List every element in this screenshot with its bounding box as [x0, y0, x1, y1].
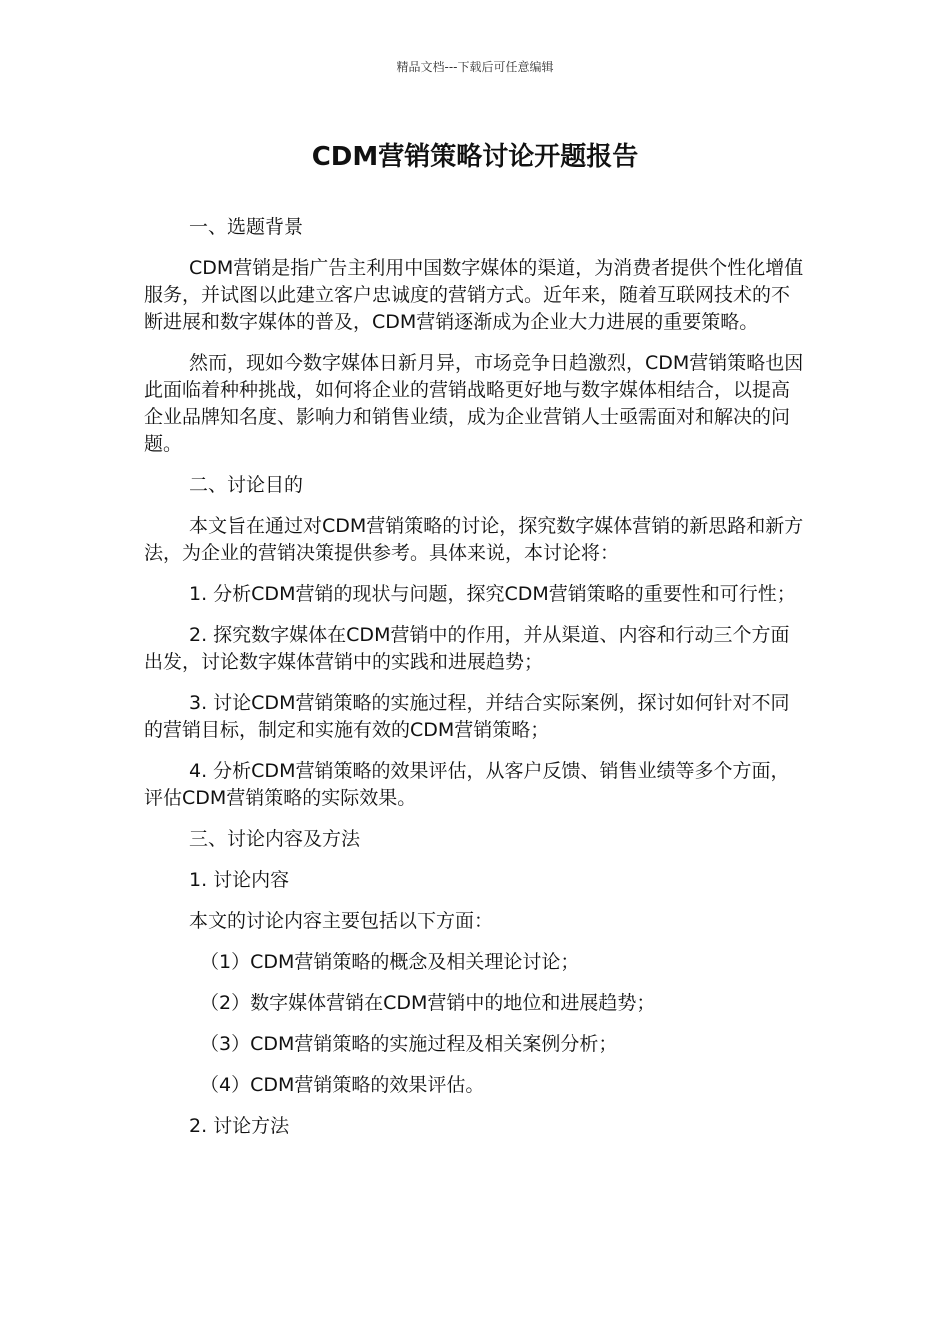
section-heading-background: 一、选题背景 — [189, 216, 304, 238]
header-note: 精品文档---下载后可任意编辑 — [396, 60, 554, 74]
document-body — [144, 214, 808, 1154]
subheading-method: 2. 讨论方法 — [189, 1115, 290, 1137]
purpose-item-4: 4. 分析CDM营销策略的效果评估，从客户反馈、销售业绩等多个方面，评估CDM营销策略的实际效果。 — [144, 760, 790, 809]
paragraph-background-1: CDM营销是指广告主利用中国数字媒体的渠道，为消费者提供个性化增值服务，并试图以此建立客户忠诚度的营销方式。近年来，随着互联网技术的不断进展和数字媒体的普及，CDM营销逐渐成为企业大力进展的重要策略。 — [144, 257, 804, 333]
content-list-item: （3）CDM营销策略的实施过程及相关案例分析； — [200, 1033, 618, 1055]
section-heading-purpose: 二、讨论目的 — [189, 474, 304, 496]
section-heading-content-method: 三、讨论内容及方法 — [189, 828, 361, 850]
document-title: CDM营销策略讨论开题报告 — [311, 142, 639, 172]
subheading-content: 1. 讨论内容 — [189, 869, 290, 891]
content-list-item: （2）数字媒体营销在CDM营销中的地位和进展趋势； — [200, 992, 656, 1014]
content-list-item: （4）CDM营销策略的效果评估。 — [200, 1074, 485, 1096]
purpose-item-1: 1. 分析CDM营销的现状与问题，探究CDM营销策略的重要性和可行性； — [189, 583, 796, 605]
content-list-item: （1）CDM营销策略的概念及相关理论讨论； — [200, 951, 580, 973]
paragraph-background-2: 然而，现如今数字媒体日新月异，市场竞争日趋激烈，CDM营销策略也因此面临着种种挑战，如何将企业的营销战略更好地与数字媒体相结合，以提高企业品牌知名度、影响力和销售业绩，成为企业营销人士亟需面对和解决的问题。 — [144, 352, 804, 455]
paragraph-content-intro: 本文的讨论内容主要包括以下方面： — [189, 910, 494, 932]
purpose-item-3: 3. 讨论CDM营销策略的实施过程，并结合实际案例，探讨如何针对不同的营销目标，制定和实施有效的CDM营销策略； — [144, 692, 790, 741]
paragraph-purpose-intro: 本文旨在通过对CDM营销策略的讨论，探究数字媒体营销的新思路和新方法，为企业的营销决策提供参考。具体来说，本讨论将： — [144, 515, 804, 564]
purpose-item-2: 2. 探究数字媒体在CDM营销中的作用，并从渠道、内容和行动三个方面出发，讨论数字媒体营销中的实践和进展趋势； — [144, 624, 790, 673]
